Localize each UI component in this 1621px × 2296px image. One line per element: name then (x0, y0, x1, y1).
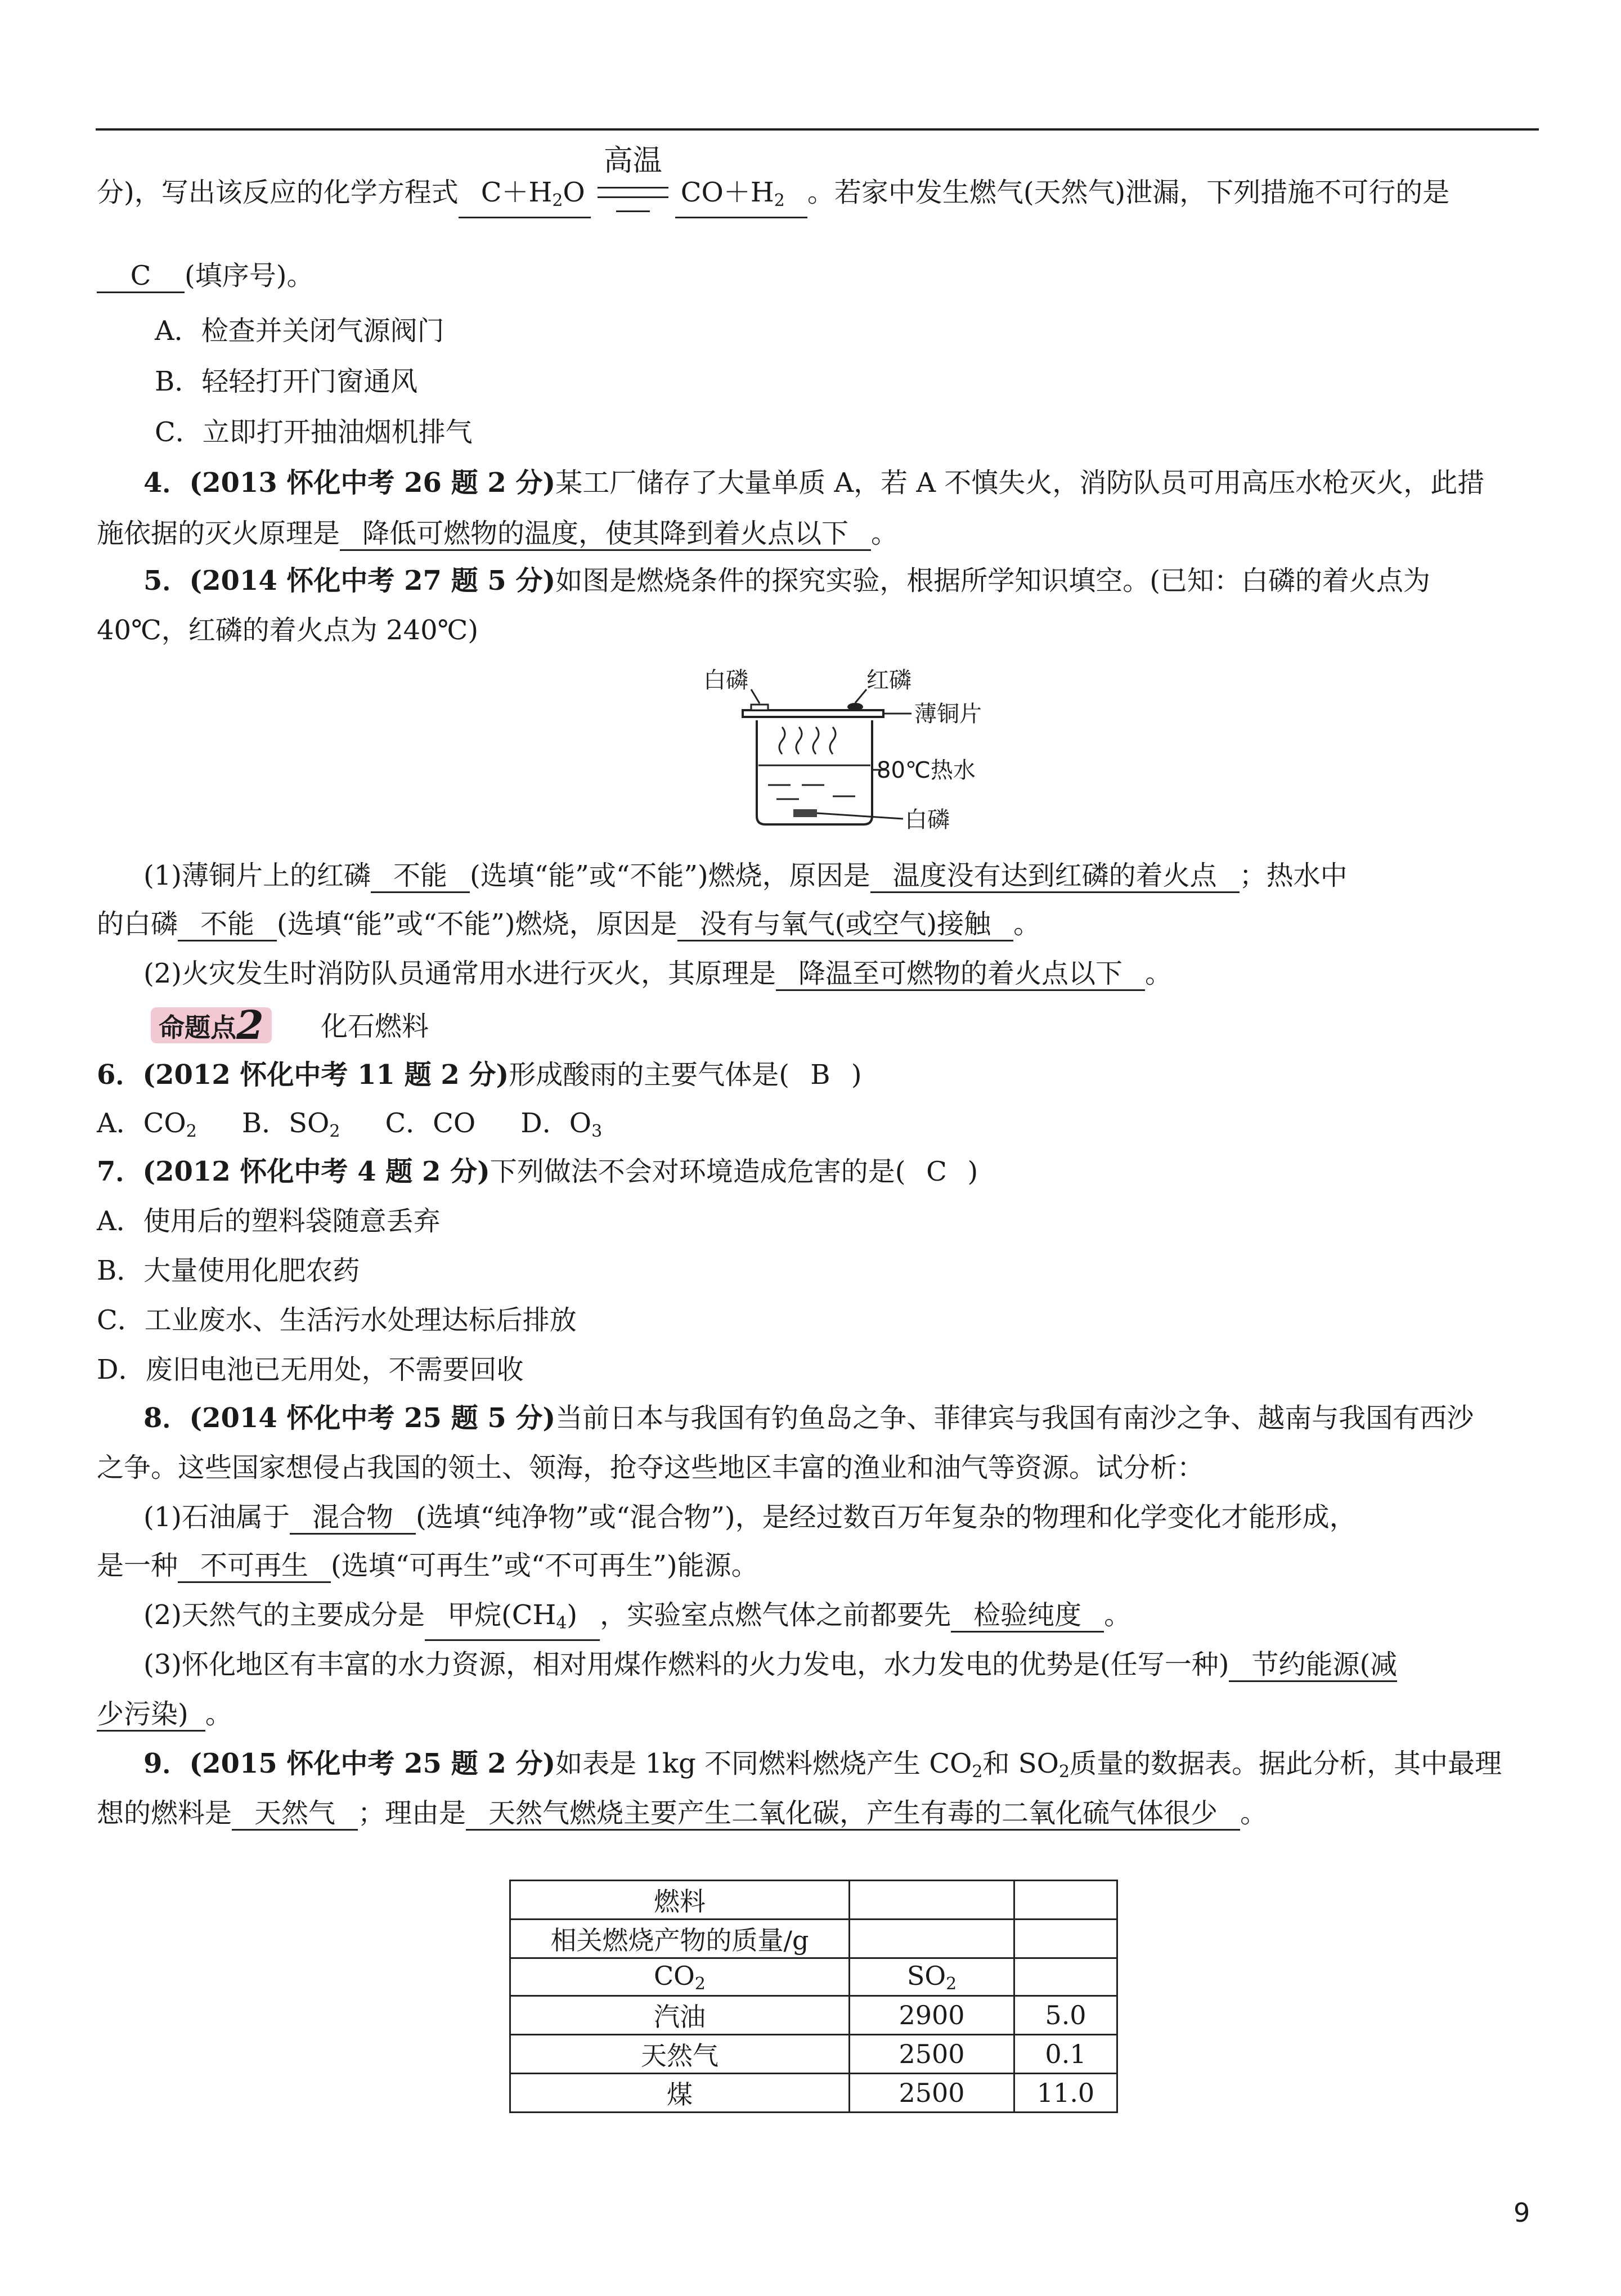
q5-answer-5: 降温至可燃物的着火点以下 (776, 958, 1145, 991)
table-row (510, 1920, 1117, 1958)
q5-answer-4: 没有与氧气(或空气)接触 (677, 908, 1013, 941)
q7-answer: C (926, 1156, 947, 1187)
q5-p1-text2: 的白磷 (97, 908, 178, 940)
q8-answer-5b: 少污染) (97, 1698, 205, 1732)
label-hot-water: 80℃热水 (877, 757, 976, 783)
q7-stem (97, 1155, 978, 1189)
table-row (510, 1996, 1117, 2035)
q4-source: (2013 怀化中考 26 题 2 分) (189, 467, 556, 499)
q3-answer: C (97, 260, 185, 293)
q5-p1-hint: (选填“能”或“不能”)燃烧，原因是 (470, 860, 870, 891)
q9-text-c: 质量的数据表。据此分析，其中最理 (1070, 1748, 1502, 1779)
q6-option-d: D．$O_3$ (520, 1107, 603, 1141)
q5-p1-text: (1)薄铜片上的红磷 (143, 860, 371, 891)
q9-source: (2015 怀化中考 25 题 2 分) (189, 1748, 556, 1779)
q8-p1-text2: 是一种 (97, 1550, 178, 1581)
table-cell-fuel: 天然气 (510, 2035, 850, 2074)
table-cell-empty (850, 1920, 1014, 1958)
table-row (510, 2035, 1117, 2074)
q4-text: 某工厂储存了大量单质 A，若 A 不慎失火，消防队员可用高压水枪灭火，此措 (555, 467, 1485, 499)
q3-option-a: A．检查并关闭气源阀门 (155, 315, 444, 347)
fuel-data-table (509, 1880, 1118, 2113)
q8-part3-line2 (97, 1697, 232, 1732)
q6-close: ) (851, 1059, 862, 1091)
q5-answer-2: 温度没有达到红磷的着火点 (870, 860, 1240, 893)
section-title: 化石燃料 (321, 1011, 429, 1042)
q8-part1-line1 (143, 1500, 1357, 1535)
q8-source: (2014 怀化中考 25 题 5 分) (189, 1402, 556, 1434)
q8-p1-end: (选填“可再生”或“不可再生”)能源。 (331, 1550, 758, 1581)
table-cell-empty (1014, 1881, 1117, 1920)
q5-p2-end: 。 (1145, 958, 1173, 989)
q5-number: 5． (143, 565, 190, 597)
label-copper-plate: 薄铜片 (914, 701, 982, 727)
q9-text-mid: ；理由是 (358, 1797, 466, 1829)
q6-options (97, 1106, 602, 1149)
q5-part1-line2 (97, 907, 1040, 941)
table-cell-co2: 2900 (850, 1996, 1014, 2035)
page-number: 9 (1514, 2198, 1530, 2228)
q9-answer-1: 天然气 (232, 1797, 358, 1831)
q4-answer: 降低可燃物的温度，使其降到着火点以下 (340, 518, 871, 551)
q5-line2: 40℃，红磷的着火点为 240℃) (97, 615, 479, 646)
q3-equation-left: $C+H_2O$ (459, 177, 591, 218)
badge-text: 命题点 (159, 1012, 236, 1043)
table-cell-empty (1014, 1920, 1117, 1958)
q8-answer-1: 混合物 (290, 1501, 416, 1535)
q6-stem (97, 1058, 862, 1092)
q9-text-b: 和 SO (982, 1748, 1059, 1779)
table-row (510, 1958, 1117, 1996)
q5-answer-3: 不能 (178, 908, 277, 941)
q6-answer: B (810, 1059, 830, 1091)
table-header-so2: $SO_2$ (850, 1958, 1014, 1996)
table-cell-so2: 0.1 (1014, 2035, 1117, 2074)
q5-part1-line1 (143, 859, 1348, 893)
q5-part2 (143, 957, 1172, 991)
q6-text: 形成酸雨的主要气体是( (509, 1059, 789, 1091)
table-cell-co2: 2500 (850, 2074, 1014, 2113)
q8-answer-3: 甲烷$(CH_4)$ (425, 1599, 600, 1641)
header-rule (96, 128, 1539, 131)
q6-option-a: A．$CO_2$ (97, 1107, 197, 1141)
q8-p3-end: 。 (205, 1698, 232, 1730)
q8-line1 (143, 1401, 1474, 1435)
q3-option-b: B．轻轻打开门窗通风 (155, 366, 418, 397)
table-row (510, 1881, 1117, 1920)
q7-text: 下列做法不会对环境造成危害的是( (490, 1156, 906, 1187)
q9-text-a: 如表是 1kg 不同燃料燃烧产生 CO (555, 1748, 972, 1779)
q8-line2: 之争。这些国家想侵占我国的领土、领海，抢夺这些地区丰富的渔业和油气等资源。试分析： (97, 1452, 1205, 1483)
q8-text: 当前日本与我国有钓鱼岛之争、菲律宾与我国有南沙之争、越南与我国有西沙 (555, 1402, 1474, 1434)
q5-p1-end: 。 (1013, 908, 1041, 940)
label-white-phosphorus-top: 白磷 (703, 667, 748, 693)
q7-number: 7． (97, 1156, 143, 1187)
table-cell-so2: 11.0 (1014, 2074, 1117, 2113)
q3-option-c: C．立即打开抽油烟机排气 (155, 416, 473, 448)
q5-p1-cont: ；热水中 (1239, 860, 1348, 891)
q7-option-b: B．大量使用化肥农药 (97, 1255, 360, 1286)
q8-answer-5a: 节约能源(减 (1229, 1649, 1397, 1682)
q4-line1 (143, 466, 1484, 500)
combustion-experiment-figure (698, 664, 1002, 833)
q7-option-a: A．使用后的塑料袋随意丢弃 (97, 1205, 441, 1237)
q4-text-cont: 施依据的灭火原理是 (97, 518, 340, 549)
table-header-fuel: 燃料 (510, 1881, 850, 1920)
q9-text-cont: 想的燃料是 (97, 1797, 232, 1829)
q3-line2 (97, 259, 313, 293)
q6-option-b: B．$SO_2$ (241, 1107, 340, 1141)
q5-text: 如图是燃烧条件的探究实验，根据所学知识填空。(已知：白磷的着火点为 (555, 565, 1430, 597)
q8-number: 8． (143, 1402, 190, 1434)
table-cell-co2: 2500 (850, 2035, 1014, 2074)
table-cell-empty (850, 1881, 1014, 1920)
q4-number: 4． (143, 467, 190, 499)
q4-end: 。 (871, 518, 899, 549)
q8-part3-line1 (143, 1648, 1397, 1682)
q4-line2 (97, 517, 898, 551)
q3-equation-right: $CO+H_2$ (675, 177, 807, 218)
q3-text-suffix: 。若家中发生燃气(天然气)泄漏，下列措施不可行的是 (807, 177, 1450, 208)
q9-answer-2: 天然气燃烧主要产生二氧化碳，产生有毒的二氧化硫气体很少 (466, 1797, 1240, 1831)
label-red-phosphorus: 红磷 (866, 667, 911, 693)
reaction-condition: 高温 (603, 144, 662, 178)
q3-text: 分)，写出该反应的化学方程式 (97, 177, 459, 208)
q8-p2-text: (2)天然气的主要成分是 (143, 1599, 425, 1631)
q6-source: (2012 怀化中考 11 题 2 分) (142, 1059, 509, 1091)
q9-number: 9． (143, 1748, 190, 1779)
table-cell-fuel: 汽油 (510, 1996, 850, 2035)
q9-line1: 9．(2015 怀化中考 25 题 2 分)如表是 1kg 不同燃料燃烧产生 $CO_2$和 $SO_2$质量的数据表。据此分析，其中最理 (143, 1748, 1502, 1782)
table-cell-empty (1014, 1958, 1117, 1996)
table-cell-so2: 5.0 (1014, 1996, 1117, 2035)
q7-option-c: C．工业废水、生活污水处理达标后排放 (97, 1304, 577, 1336)
q8-answer-2: 不可再生 (178, 1550, 331, 1583)
q8-p2-cont: ，实验室点燃气体之前都要先 (600, 1599, 951, 1631)
table-row (510, 2074, 1117, 2113)
label-white-phosphorus-bottom: 白磷 (905, 807, 950, 833)
q7-close: ) (967, 1156, 978, 1187)
q5-line1 (143, 564, 1430, 598)
q5-p2-text: (2)火灾发生时消防队员通常用水进行灭火，其原理是 (143, 958, 776, 989)
q6-number: 6． (97, 1059, 143, 1091)
q5-source: (2014 怀化中考 27 题 5 分) (189, 565, 556, 597)
q5-p1-hint2: (选填“能”或“不能”)燃烧，原因是 (277, 908, 677, 940)
q7-option-d: D．废旧电池已无用处，不需要回收 (97, 1354, 524, 1385)
topic-badge (151, 1002, 272, 1048)
table-header-co2: $CO_2$ (510, 1958, 850, 1996)
q8-p1-hint: (选填“纯净物”或“混合物”)，是经过数百万年复杂的物理和化学变化才能形成， (416, 1501, 1357, 1533)
q8-p3-text: (3)怀化地区有丰富的水力资源，相对用煤作燃料的火力发电，水力发电的优势是(任写一种) (143, 1649, 1229, 1680)
q9-line2 (97, 1796, 1267, 1831)
q8-p1-text: (1)石油属于 (143, 1501, 290, 1533)
q8-part2 (143, 1598, 1131, 1641)
table-cell-fuel: 煤 (510, 2074, 850, 2113)
equation-sign (591, 144, 675, 209)
beaker-diagram (698, 664, 1002, 833)
q8-p2-end: 。 (1104, 1599, 1131, 1631)
q5-answer-1: 不能 (371, 860, 470, 893)
q3-hint: (填序号)。 (185, 260, 314, 292)
q7-source: (2012 怀化中考 4 题 2 分) (142, 1156, 490, 1187)
q9-end: 。 (1240, 1797, 1268, 1829)
q8-part1-line2 (97, 1549, 758, 1583)
q8-answer-4: 检验纯度 (951, 1599, 1104, 1633)
q6-option-c: C．CO (385, 1107, 476, 1139)
table-header-mass: 相关燃烧产物的质量/g (510, 1920, 850, 1958)
badge-number: 2 (236, 1002, 264, 1048)
q3-line1 (97, 144, 1450, 218)
